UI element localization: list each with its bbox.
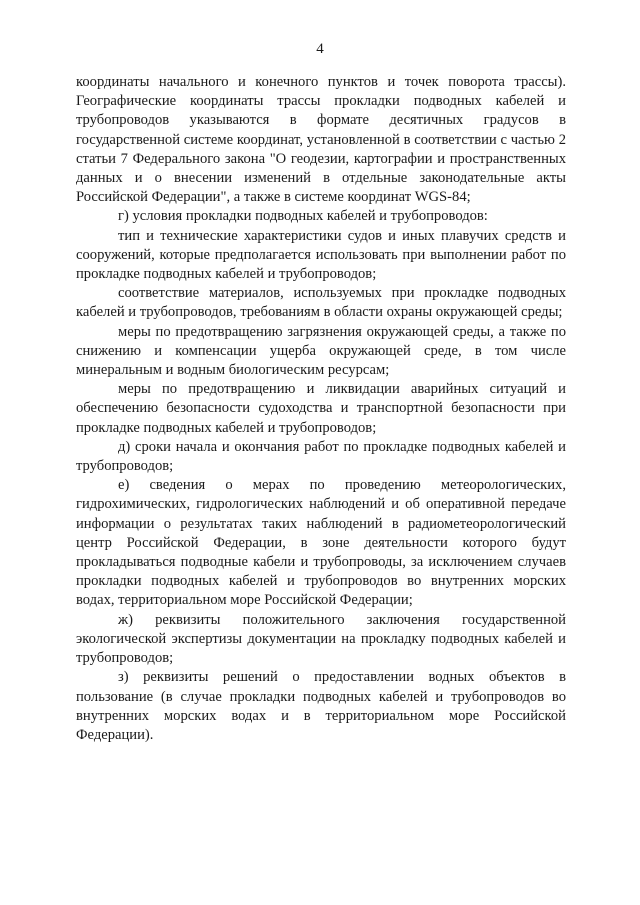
paragraph-item-z: з) реквизиты решений о предоставлении водных объектов в пользование (в случае прокладки подводных кабелей и трубопроводов во внутренних морских водах и в территориальном море Российской Федерации). bbox=[76, 669, 566, 743]
document-body bbox=[76, 73, 566, 745]
paragraph-coordinates: координаты начального и конечного пунктов и точек поворота трассы). Географические координаты трассы прокладки подводных кабелей и трубопроводов указываются в формате десятичных градусов в государственной системе координат, установленной в соответствии с частью 2 статьи 7 Федерального закона "О геодезии, картографии и пространственных данных и о внесении изменений в отдельные законодательные акты Российской Федерации", а также в системе координат WGS-84; bbox=[76, 74, 566, 206]
paragraph-vessels: тип и технические характеристики судов и иных плавучих средств и сооружений, которые предполагается использовать при выполнении работ по прокладке подводных кабелей и трубопроводов; bbox=[76, 227, 566, 283]
paragraph-pollution-measures: меры по предотвращению загрязнения окружающей среды, а также по снижению и компенсации ущерба окружающей среде, в том числе минеральным и водным биологическим ресурсам; bbox=[76, 323, 566, 379]
paragraph-item-g: г) условия прокладки подводных кабелей и трубопроводов: bbox=[118, 208, 488, 225]
paragraph-emergency-measures: меры по предотвращению и ликвидации аварийных ситуаций и обеспечению безопасности судоходства и транспортной безопасности при прокладке подводных кабелей и трубопроводов; bbox=[76, 381, 566, 436]
paragraph-materials: соответствие материалов, используемых при прокладке подводных кабелей и трубопроводов, требованиям в области охраны окружающей среды; bbox=[76, 285, 566, 321]
page-number: 4 bbox=[316, 41, 324, 57]
paragraph-item-d: д) сроки начала и окончания работ по прокладке подводных кабелей и трубопроводов; bbox=[76, 438, 566, 475]
paragraph-item-e: е) сведения о мерах по проведению метеорологических, гидрохимических, гидрологических наблюдений и об оперативной передаче информации о результатах таких наблюдений в радиометеорологический центр Российской Федерации, в зоне деятельности которого будут прокладываться подводные кабели и трубопроводы, за исключением случаев прокладки подводных кабелей и трубопроводов во внутренних морских водах, территориальном море Российской Федерации; bbox=[76, 477, 566, 609]
paragraph-item-zh: ж) реквизиты положительного заключения государственной экологической экспертизы документации на прокладку подводных кабелей и трубопроводов; bbox=[76, 611, 566, 667]
